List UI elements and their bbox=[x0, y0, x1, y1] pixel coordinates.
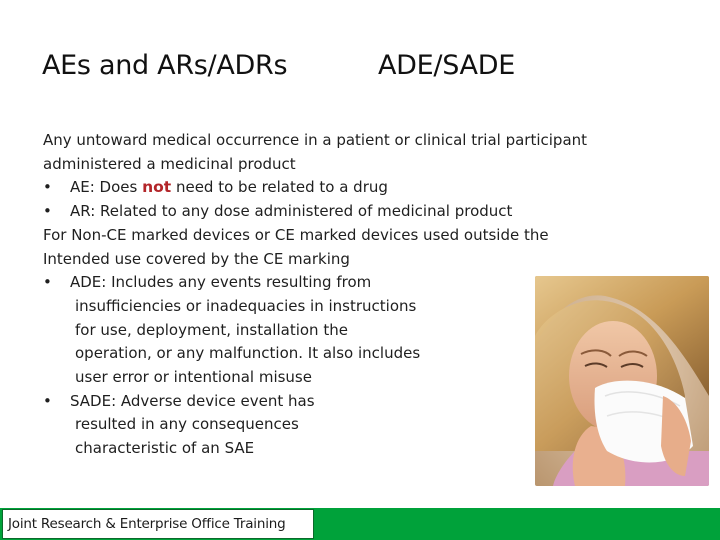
bullet-marker: • bbox=[43, 202, 52, 221]
ae-suffix: need to be related to a drug bbox=[171, 178, 388, 197]
bullet-marker: • bbox=[43, 178, 52, 197]
ade-line: user error or intentional misuse bbox=[75, 368, 312, 387]
sade-line: SADE: Adverse device event has bbox=[70, 391, 315, 410]
slide-body bbox=[43, 129, 603, 461]
sade-line: characteristic of an SAE bbox=[75, 439, 255, 458]
bullet-ae bbox=[43, 176, 603, 200]
device-intro-line-1: For Non-CE marked devices or CE marked devices used outside the bbox=[43, 225, 549, 244]
woman-sneezing-photo bbox=[535, 276, 709, 486]
footer-text: Joint Research & Enterprise Office Training bbox=[8, 516, 286, 532]
device-intro-line-2: Intended use covered by the CE marking bbox=[43, 249, 350, 268]
ade-line: insufficiencies or inadequacies in instructions bbox=[75, 296, 417, 315]
bullet-sade bbox=[43, 390, 603, 414]
ae-definition-line-1: Any untoward medical occurrence in a patient or clinical trial participant bbox=[43, 131, 588, 149]
ae-emphasis-not: not bbox=[142, 178, 172, 197]
bullet-marker: • bbox=[43, 391, 52, 410]
title-ade-sade: ADE/SADE bbox=[378, 50, 515, 81]
ar-text: AR: Related to any dose administered of medicinal product bbox=[70, 202, 513, 221]
title-aes-ars-adrs: AEs and ARs/ADRs bbox=[42, 50, 288, 81]
ae-definition-line-2: administered a medicinal product bbox=[43, 154, 296, 173]
ae-prefix: AE: Does bbox=[70, 178, 143, 197]
bullet-ar bbox=[43, 200, 603, 224]
sade-line: resulted in any consequences bbox=[75, 415, 299, 434]
bullet-ade bbox=[43, 271, 603, 295]
bullet-marker: • bbox=[43, 273, 52, 292]
ade-line: operation, or any malfunction. It also includes bbox=[75, 344, 421, 363]
ade-line: ADE: Includes any events resulting from bbox=[70, 273, 372, 292]
ade-line: for use, deployment, installation the bbox=[75, 320, 348, 339]
